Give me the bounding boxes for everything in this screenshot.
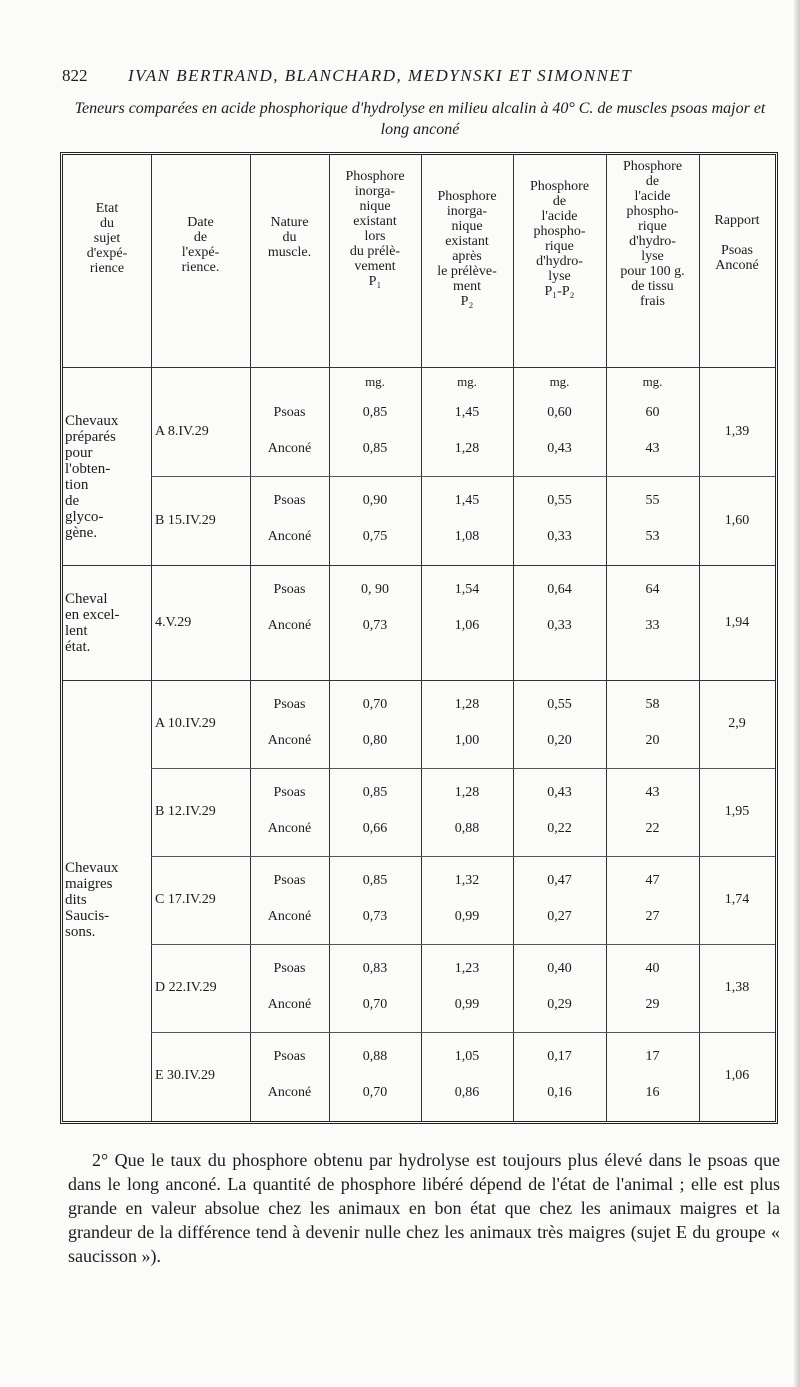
column-header: Phosphore inorga- nique existant après le prélève- ment P₂ <box>437 189 497 309</box>
value-cell: 0,43 <box>547 441 572 456</box>
value-cell: 1,08 <box>454 529 480 544</box>
value-cell: 0,17 <box>547 1049 572 1064</box>
value-cell: 64 <box>645 582 660 597</box>
column-divider <box>151 155 152 1121</box>
value-cell: 0,27 <box>547 909 572 924</box>
page-number: 822 <box>62 66 88 85</box>
unit-label: mg. <box>549 374 570 389</box>
value-cell: 0,33 <box>547 618 572 633</box>
ratio-cell: 2,9 <box>728 716 746 731</box>
ratio-cell: 1,38 <box>724 980 750 995</box>
date-cell: A 10.IV.29 <box>155 716 216 731</box>
value-cell: 1,45 <box>454 493 480 508</box>
value-cell: 0,60 <box>547 405 572 420</box>
value-cell: 0,86 <box>454 1085 480 1100</box>
row-rule <box>151 1032 775 1033</box>
value-cell: 60 <box>645 405 660 420</box>
group-label: Chevaux préparés pour l'obten- tion de glyco- gène. <box>65 412 119 541</box>
value-cell: 0,99 <box>454 997 480 1012</box>
value-cell: 0,73 <box>362 618 388 633</box>
value-cell: 0,70 <box>362 697 388 712</box>
value-cell: 0,22 <box>547 821 572 836</box>
column-header: Phosphore inorga- nique existant lors du prélè- vement P₁ <box>345 169 405 289</box>
row-rule <box>151 856 775 857</box>
value-cell: 1,45 <box>454 405 480 420</box>
unit-label: mg. <box>642 374 663 389</box>
body-paragraph: 2° Que le taux du phosphore obtenu par hydrolyse est toujours plus élevé dans le psoas que dans le long anconé. La quantité de phosphore libéré dépend de l'état de l'animal ; elle est plus grande en valeur absolue chez les animaux en bon état que chez les animaux maigres et la grandeur de la différence tend à devenir nulle chez les animaux très maigres (sujet E du groupe « saucisson »). <box>68 1150 780 1266</box>
value-cell: 1,28 <box>454 697 480 712</box>
value-cell: 33 <box>645 618 660 633</box>
muscle-name: Psoas <box>273 405 306 420</box>
column-header: Phosphore de l'acide phospho- rique d'hydro- lyse P₁-P₂ <box>529 179 590 299</box>
muscle-name: Psoas <box>273 961 306 976</box>
column-header: Nature du muscle. <box>267 215 312 260</box>
column-header: Date de l'expé- rience. <box>181 215 220 275</box>
muscle-name: Anconé <box>267 821 312 836</box>
value-cell: 0,70 <box>362 997 388 1012</box>
date-cell: B 12.IV.29 <box>155 804 216 819</box>
ratio-cell: 1,60 <box>724 512 750 528</box>
value-cell: 0,88 <box>362 1049 388 1064</box>
value-cell: 0,55 <box>547 493 572 508</box>
body-text <box>68 1148 780 1268</box>
value-cell: 0,85 <box>362 405 388 420</box>
muscle-name: Anconé <box>267 997 312 1012</box>
value-cell: 0,85 <box>362 873 388 888</box>
value-cell: 0,90 <box>362 493 388 508</box>
ratio-cell: 1,39 <box>724 424 750 439</box>
date-cell: C 17.IV.29 <box>155 892 216 907</box>
ratio-cell: 1,95 <box>724 804 750 819</box>
muscle-name: Psoas <box>273 582 306 597</box>
value-cell: 1,00 <box>454 733 480 748</box>
group-rule <box>63 680 775 681</box>
value-cell: 0,55 <box>547 697 572 712</box>
value-cell: 58 <box>645 697 660 712</box>
value-cell: 16 <box>645 1085 660 1100</box>
table-caption: Teneurs comparées en acide phosphorique d'hydrolyse en milieu alcalin à 40° C. de muscles psoas major et long anconé <box>74 100 766 138</box>
ratio-cell: 1,74 <box>724 892 750 907</box>
data-table <box>60 152 778 1124</box>
date-cell: D 22.IV.29 <box>155 980 217 995</box>
muscle-name: Anconé <box>267 1085 312 1100</box>
value-cell: 0,85 <box>362 441 388 456</box>
value-cell: 0,29 <box>547 997 572 1012</box>
value-cell: 17 <box>645 1049 660 1064</box>
value-cell: 0,73 <box>362 909 388 924</box>
value-cell: 1,06 <box>454 618 480 633</box>
header-rule <box>63 367 775 368</box>
muscle-name: Psoas <box>273 493 306 508</box>
value-cell: 55 <box>645 493 660 508</box>
date-cell: A 8.IV.29 <box>155 424 209 439</box>
value-cell: 0,88 <box>454 821 480 836</box>
value-cell: 40 <box>645 961 660 976</box>
muscle-name: Anconé <box>267 733 312 748</box>
row-rule <box>151 476 775 477</box>
value-cell: 43 <box>645 441 660 456</box>
muscle-name: Psoas <box>273 697 306 712</box>
value-cell: 27 <box>645 909 660 924</box>
value-cell: 0,20 <box>547 733 572 748</box>
value-cell: 20 <box>645 733 660 748</box>
ratio-cell: 1,06 <box>724 1068 750 1083</box>
muscle-name: Psoas <box>273 873 306 888</box>
group-rule <box>63 565 775 566</box>
value-cell: 53 <box>645 529 660 544</box>
date-cell: 4.V.29 <box>155 614 192 630</box>
row-rule <box>151 944 775 945</box>
value-cell: 0,85 <box>362 785 388 800</box>
value-cell: 1,54 <box>454 582 480 597</box>
value-cell: 0, 90 <box>361 582 389 597</box>
value-cell: 0,16 <box>547 1085 572 1100</box>
running-header <box>62 66 767 88</box>
value-cell: 43 <box>645 785 660 800</box>
ratio-cell: 1,94 <box>724 614 750 630</box>
value-cell: 1,05 <box>454 1049 480 1064</box>
muscle-name: Anconé <box>267 618 312 633</box>
value-cell: 0,70 <box>362 1085 388 1100</box>
column-header: Phosphore de l'acide phospho- rique d'hydro- lyse pour 100 g. de tissu frais <box>620 159 685 309</box>
muscle-name: Anconé <box>267 441 312 456</box>
column-divider <box>699 155 700 1121</box>
column-header: Etat du sujet d'expé- rience <box>86 201 128 276</box>
value-cell: 0,66 <box>362 821 388 836</box>
group-label: Chevaux maigres dits Saucis- sons. <box>65 860 119 940</box>
group-label: Cheval en excel- lent état. <box>65 590 120 655</box>
value-cell: 0,64 <box>547 582 572 597</box>
value-cell: 47 <box>645 873 660 888</box>
value-cell: 1,32 <box>454 873 480 888</box>
muscle-name: Anconé <box>267 909 312 924</box>
date-cell: E 30.IV.29 <box>155 1068 216 1083</box>
value-cell: 0,83 <box>362 961 388 976</box>
value-cell: 1,23 <box>454 961 480 976</box>
page-edge-shadow <box>794 0 800 1387</box>
value-cell: 0,80 <box>362 733 388 748</box>
value-cell: 0,99 <box>454 909 480 924</box>
column-header: Rapport Psoas Anconé <box>714 213 760 273</box>
unit-label: mg. <box>365 374 385 389</box>
muscle-name: Psoas <box>273 785 306 800</box>
value-cell: 0,43 <box>547 785 572 800</box>
value-cell: 29 <box>645 997 660 1012</box>
value-cell: 0,47 <box>547 873 572 888</box>
muscle-name: Psoas <box>273 1049 306 1064</box>
value-cell: 0,75 <box>362 529 388 544</box>
value-cell: 0,33 <box>547 529 572 544</box>
unit-label: mg. <box>457 374 477 389</box>
row-rule <box>151 768 775 769</box>
value-cell: 22 <box>645 821 660 836</box>
date-cell: B 15.IV.29 <box>155 512 216 528</box>
muscle-name: Anconé <box>267 529 312 544</box>
value-cell: 0,40 <box>547 961 572 976</box>
value-cell: 1,28 <box>454 785 480 800</box>
value-cell: 1,28 <box>454 441 480 456</box>
running-title: IVAN BERTRAND, BLANCHARD, MEDYNSKI ET SIMONNET <box>128 66 633 85</box>
